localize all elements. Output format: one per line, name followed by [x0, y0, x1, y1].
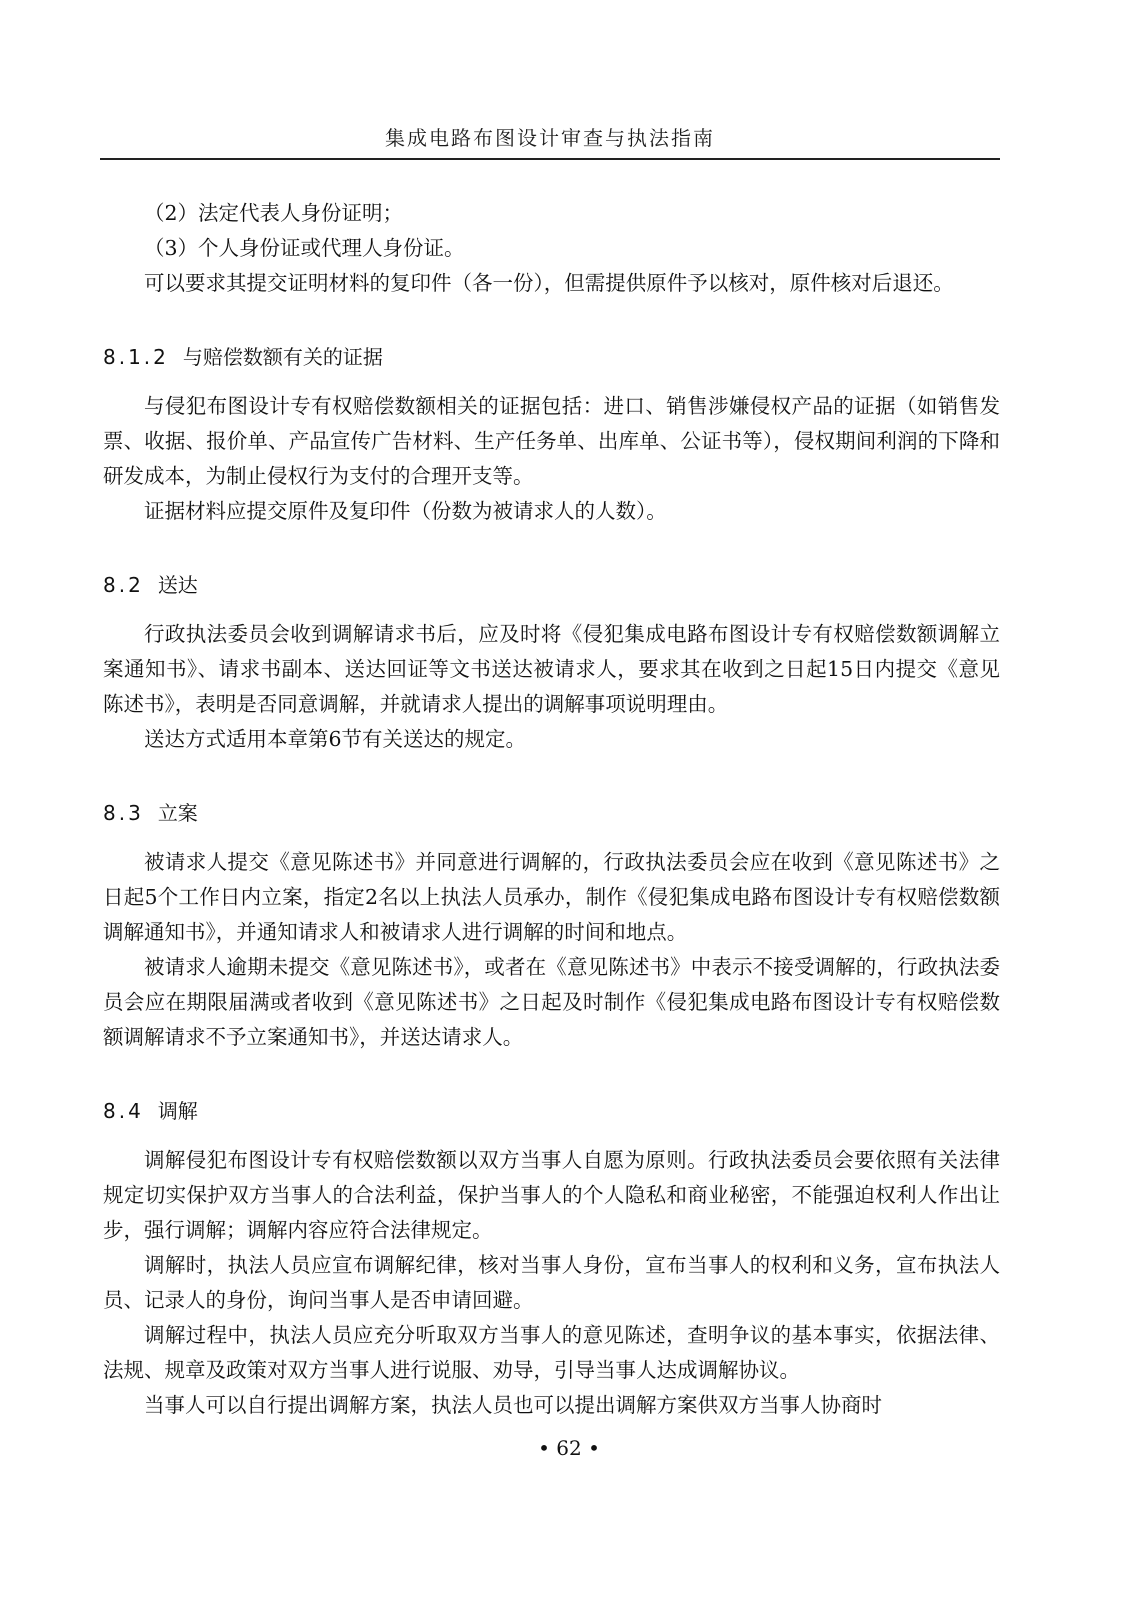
page-number: • 62 •: [538, 1436, 600, 1460]
section-number: 8.2: [103, 573, 144, 597]
body-paragraph: 证据材料应提交原件及复印件（份数为被请求人的人数）。: [144, 499, 667, 523]
section-heading-8-1-2: [103, 341, 1000, 373]
running-header: [100, 118, 1000, 160]
section-heading-8-3: [103, 797, 1000, 829]
body-paragraph: 被请求人逾期未提交《意见陈述书》，或者在《意见陈述书》中表示不接受调解的，行政执法委员会应在期限届满或者收到《意见陈述书》之日起及时制作《侵犯集成电路布图设计专有权赔偿数额调解请求不予立案通知书》，并送达请求人。: [103, 955, 1000, 1049]
body-paragraph: 调解过程中，执法人员应充分听取双方当事人的意见陈述，查明争议的基本事实，依据法律、法规、规章及政策对双方当事人进行说服、劝导，引导当事人达成调解协议。: [103, 1323, 1000, 1382]
section-number: 8.4: [103, 1099, 144, 1123]
section-heading-8-4: [103, 1095, 1000, 1127]
section-title: 立案: [157, 801, 198, 825]
list-item: （2）法定代表人身份证明；: [144, 201, 404, 225]
body-paragraph: 与侵犯布图设计专有权赔偿数额相关的证据包括：进口、销售涉嫌侵权产品的证据（如销售发票、收据、报价单、产品宣传广告材料、生产任务单、出库单、公证书等），侵权期间利润的下降和研发成本，为制止侵权行为支付的合理开支等。: [103, 394, 1000, 488]
list-item: （3）个人身份证或代理人身份证。: [144, 236, 465, 260]
section-number: 8.1.2: [103, 345, 169, 369]
running-header-title: 集成电路布图设计审查与执法指南: [385, 126, 715, 150]
body-paragraph: 调解侵犯布图设计专有权赔偿数额以双方当事人自愿为原则。行政执法委员会要依照有关法律规定切实保护双方当事人的合法利益，保护当事人的个人隐私和商业秘密，不能强迫权利人作出让步，强行调解；调解内容应符合法律规定。: [103, 1148, 1000, 1242]
page-body: [103, 196, 1000, 1423]
section-title: 送达: [157, 573, 198, 597]
body-paragraph: 当事人可以自行提出调解方案，执法人员也可以提出调解方案供双方当事人协商时: [144, 1393, 882, 1417]
section-number: 8.3: [103, 801, 144, 825]
body-paragraph: 行政执法委员会收到调解请求书后，应及时将《侵犯集成电路布图设计专有权赔偿数额调解立案通知书》、请求书副本、送达回证等文书送达被请求人，要求其在收到之日起15日内提交《意见陈述书》，表明是否同意调解，并就请求人提出的调解事项说明理由。: [103, 622, 1000, 716]
section-title: 调解: [157, 1099, 198, 1123]
section-title: 与赔偿数额有关的证据: [182, 345, 383, 369]
section-heading-8-2: [103, 569, 1000, 601]
body-paragraph: 调解时，执法人员应宣布调解纪律，核对当事人身份，宣布当事人的权利和义务，宣布执法人员、记录人的身份，询问当事人是否申请回避。: [103, 1253, 1000, 1312]
body-paragraph: 可以要求其提交证明材料的复印件（各一份），但需提供原件予以核对，原件核对后退还。: [144, 271, 954, 295]
body-paragraph: 送达方式适用本章第6节有关送达的规定。: [144, 727, 527, 751]
body-paragraph: 被请求人提交《意见陈述书》并同意进行调解的，行政执法委员会应在收到《意见陈述书》之日起5个工作日内立案，指定2名以上执法人员承办，制作《侵犯集成电路布图设计专有权赔偿数额调解通知书》，并通知请求人和被请求人进行调解的时间和地点。: [103, 850, 1000, 944]
